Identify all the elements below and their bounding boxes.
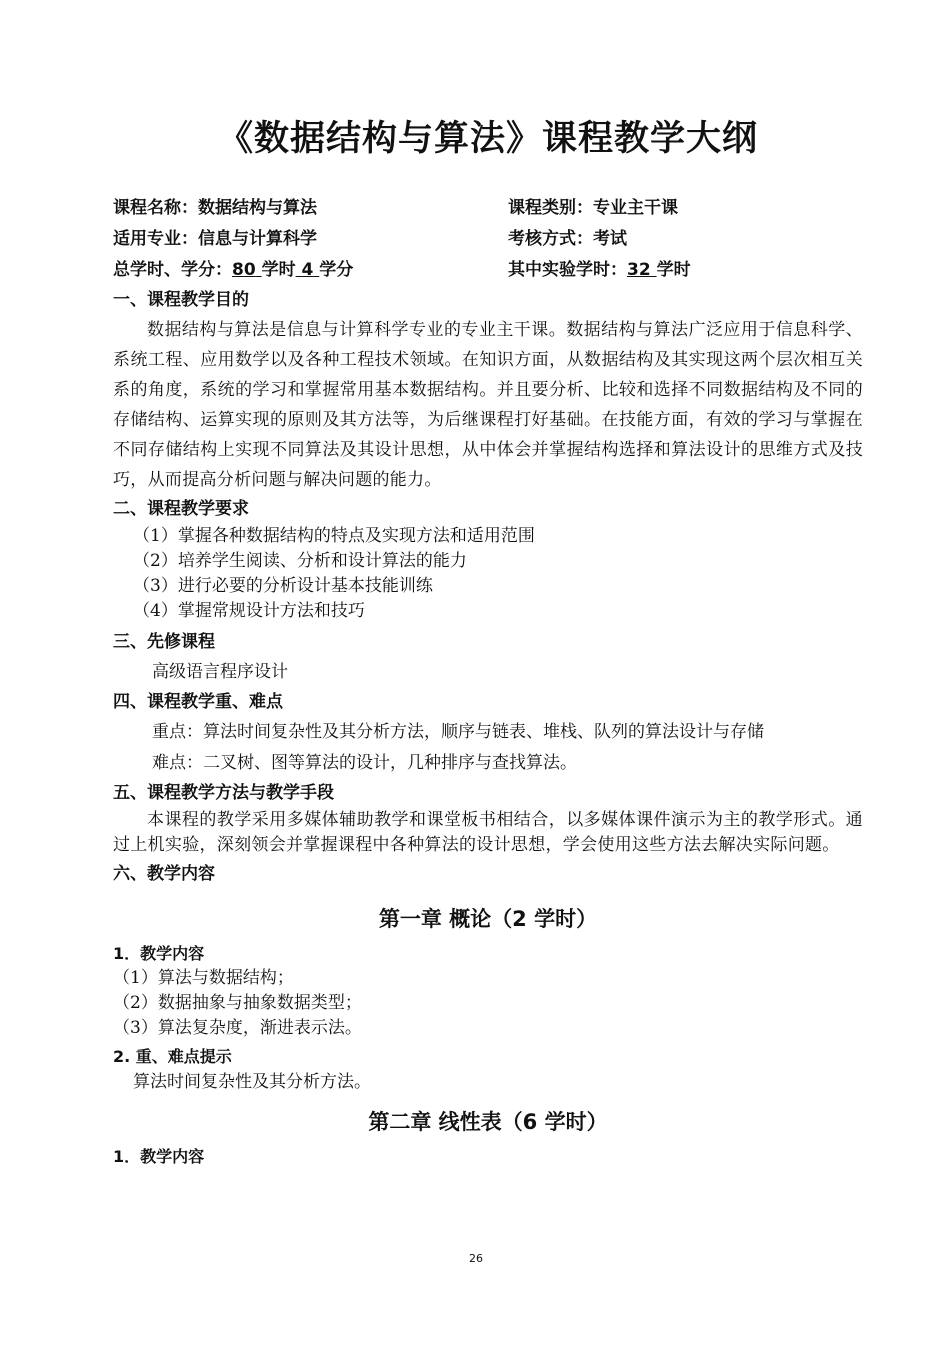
applicable-major: 适用专业：信息与计算科学	[113, 229, 317, 249]
credits-value: 4	[301, 260, 314, 280]
meta-row-1	[113, 193, 863, 224]
chapter-1-item: （2）数据抽象与抽象数据类型；	[113, 993, 362, 1013]
section-3-heading: 三、先修课程	[113, 632, 215, 652]
chapter-2-content-heading: 1．教学内容	[113, 1147, 205, 1166]
chapter-1-item: （1）算法与数据结构；	[113, 968, 294, 988]
section-2-heading: 二、课程教学要求	[113, 499, 249, 519]
section-1-heading: 一、课程教学目的	[113, 290, 249, 310]
course-name: 课程名称：数据结构与算法	[113, 198, 317, 218]
prerequisite-course: 高级语言程序设计	[152, 662, 288, 682]
requirement-item: （3）进行必要的分析设计基本技能训练	[133, 576, 433, 596]
difficult-points: 难点：二叉树、图等算法的设计，几种排序与查找算法。	[152, 753, 577, 773]
chapter-1-hint-heading: 2. 重、难点提示	[113, 1047, 232, 1066]
chapter-1-title: 第一章 概论（2 学时）	[378, 907, 598, 931]
section-6-heading: 六、教学内容	[113, 864, 215, 884]
course-meta	[113, 193, 863, 286]
section-5-heading: 五、课程教学方法与教学手段	[113, 783, 334, 803]
syllabus-content	[113, 286, 863, 1169]
requirement-item: （1）掌握各种数据结构的特点及实现方法和适用范围	[133, 526, 535, 546]
requirement-item: （4）掌握常规设计方法和技巧	[133, 601, 365, 621]
chapter-1-content-heading: 1．教学内容	[113, 944, 205, 963]
hours-total: 80	[232, 260, 256, 280]
section-4-heading: 四、课程教学重、难点	[113, 692, 283, 712]
chapter-2-title: 第二章 线性表（6 学时）	[368, 1110, 608, 1134]
chapter-1-hint-text: 算法时间复杂性及其分析方法。	[133, 1072, 371, 1092]
lab-hours: 其中实验学时：32 学时	[508, 260, 691, 280]
lab-hours-value: 32	[627, 260, 651, 280]
document-title: 《数据结构与算法》课程教学大纲	[217, 119, 758, 159]
requirement-item: （2）培养学生阅读、分析和设计算法的能力	[133, 551, 467, 571]
chapter-1-item: （3）算法复杂度，渐进表示法。	[113, 1018, 362, 1038]
section-1-text: 数据结构与算法是信息与计算科学专业的专业主干课。数据结构与算法广泛应用于信息科学、系统工程、应用数学以及各种工程技术领域。在知识方面，从数据结构及其实现这两个层次相互关系的角度，系统的学习和掌握常用基本数据结构。并且要分析、比较和选择不同数据结构及不同的存储结构、运算实现的原则及其方法等，为后继课程打好基础。在技能方面，有效的学习与掌握在不同存储结构上实现不同算法及其设计思想，从中体会并掌握结构选择和算法设计的思维方式及技巧，从而提高分析问题与解决问题的能力。	[113, 320, 863, 490]
course-type: 课程类别：专业主干课	[508, 198, 678, 218]
meta-row-3	[113, 255, 863, 286]
hours-credits: 总学时、学分：80 学时 4 学分	[113, 260, 354, 280]
page-number: 26	[469, 1252, 483, 1265]
key-points: 重点：算法时间复杂性及其分析方法，顺序与链表、堆栈、队列的算法设计与存储	[152, 722, 764, 742]
meta-row-2	[113, 224, 863, 255]
section-5-text: 本课程的教学采用多媒体辅助教学和课堂板书相结合，以多媒体课件演示为主的教学形式。通过上机实验，深刻领会并掌握课程中各种算法的设计思想，学会使用这些方法去解决实际问题。	[113, 810, 863, 855]
exam-method: 考核方式：考试	[508, 229, 627, 249]
